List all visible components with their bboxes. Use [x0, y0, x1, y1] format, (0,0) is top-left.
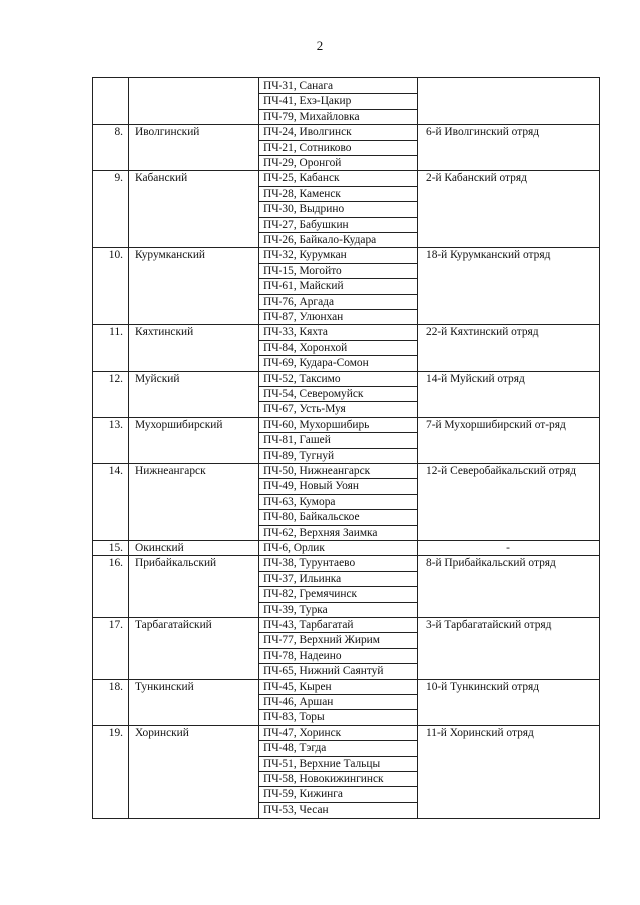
station-name: ПЧ-45, Кырен [263, 680, 332, 693]
row-number: 8. [114, 126, 123, 139]
row-number: 16. [108, 557, 123, 570]
station-name: ПЧ-41, Ехэ-Цакир [263, 95, 352, 108]
station-name: ПЧ-47, Хоринск [263, 726, 342, 739]
row-number: 12. [108, 372, 123, 385]
station-name: ПЧ-82, Гремячинск [263, 588, 358, 601]
station-name: ПЧ-32, Курумкан [263, 249, 347, 262]
station-name: ПЧ-37, Ильинка [263, 572, 342, 585]
district-name: Иволгинский [135, 126, 200, 139]
station-name: ПЧ-29, Оронгой [263, 157, 342, 169]
row-number: 15. [108, 542, 123, 554]
district-name: Тункинский [135, 680, 194, 693]
station-name: ПЧ-52, Таксимо [263, 372, 341, 385]
detachment-name: 11-й Хоринский отряд [426, 726, 534, 739]
row-number: 14. [108, 465, 123, 477]
detachment-name: 10-й Тункинский отряд [426, 680, 540, 693]
station-name: ПЧ-39, Турка [263, 603, 328, 616]
station-name: ПЧ-67, Усть-Муя [263, 403, 346, 416]
district-name: Хоринский [135, 726, 189, 739]
station-name: ПЧ-6, Орлик [263, 542, 325, 554]
station-name: ПЧ-48, Тэгда [263, 742, 327, 755]
station-name: ПЧ-51, Верхние Тальцы [263, 757, 381, 770]
detachment-name: 3-й Тарбагатайский отряд [426, 619, 552, 631]
column-divider [128, 78, 129, 818]
station-name: ПЧ-89, Тугнуй [263, 449, 335, 462]
station-name: ПЧ-69, Кудара-Сомон [263, 357, 369, 370]
row-number: 10. [108, 249, 123, 262]
row-number: 13. [108, 418, 123, 431]
station-name: ПЧ-79, Михайловка [263, 110, 360, 123]
station-name: ПЧ-50, Нижнеангарск [263, 465, 371, 477]
detachment-name: 6-й Иволгинский отряд [426, 126, 540, 139]
district-name: Кабанский [135, 172, 188, 185]
row-number: 11. [109, 326, 123, 339]
station-name: ПЧ-27, Бабушкин [263, 218, 349, 231]
detachment-name: 22-й Кяхтинский отряд [426, 326, 539, 339]
station-name: ПЧ-24, Иволгинск [263, 126, 352, 139]
district-name: Нижнеангарск [135, 465, 206, 477]
station-name: ПЧ-83, Торы [263, 711, 325, 724]
station-name: ПЧ-15, Могойто [263, 264, 342, 277]
station-name: ПЧ-58, Новокижингинск [263, 773, 384, 785]
station-name: ПЧ-38, Турунтаево [263, 557, 356, 570]
detachment-name: 2-й Кабанский отряд [426, 172, 527, 185]
stations-table [92, 77, 600, 819]
row-number: 17. [108, 619, 123, 631]
station-name: ПЧ-63, Кумора [263, 495, 336, 508]
column-divider [417, 78, 418, 818]
detachment-name: - [506, 542, 510, 554]
station-name: ПЧ-26, Байкало-Кудара [263, 234, 377, 246]
station-name: ПЧ-43, Тарбагатай [263, 619, 354, 631]
detachment-name: 7-й Мухоршибирский от-ряд [426, 418, 566, 431]
detachment-name: 12-й Северобайкальский отряд [426, 465, 577, 477]
station-name: ПЧ-81, Гашей [263, 434, 331, 447]
detachment-name: 18-й Курумканский отряд [426, 249, 551, 262]
station-name: ПЧ-80, Байкальское [263, 511, 360, 524]
station-name: ПЧ-53, Чесан [263, 803, 329, 816]
district-name: Окинский [135, 542, 184, 554]
station-name: ПЧ-31, Санага [263, 80, 334, 92]
page-number: 2 [316, 38, 324, 53]
detachment-name: 14-й Муйский отряд [426, 372, 525, 385]
station-name: ПЧ-87, Улюнхан [263, 311, 344, 323]
detachment-name: 8-й Прибайкальский отряд [426, 557, 556, 570]
station-name: ПЧ-76, Аргада [263, 295, 335, 308]
station-name: ПЧ-62, Верхняя Заимка [263, 526, 378, 539]
station-name: ПЧ-77, Верхний Жирим [263, 634, 380, 647]
station-name: ПЧ-21, Сотниково [263, 141, 352, 154]
station-name: ПЧ-59, Кижинга [263, 788, 343, 801]
station-name: ПЧ-46, Аршан [263, 696, 334, 708]
station-name: ПЧ-54, Северомуйск [263, 388, 364, 400]
station-name: ПЧ-60, Мухоршибирь [263, 418, 370, 431]
row-number: 9. [114, 172, 123, 185]
station-name: ПЧ-33, Кяхта [263, 326, 328, 339]
station-name: ПЧ-78, Надеино [263, 649, 342, 662]
station-name: ПЧ-25, Кабанск [263, 172, 340, 185]
district-name: Прибайкальский [135, 557, 217, 570]
station-name: ПЧ-84, Хоронхой [263, 341, 348, 354]
district-name: Курумканский [135, 249, 206, 262]
row-number: 19. [108, 726, 123, 739]
district-name: Муйский [135, 372, 180, 385]
station-name: ПЧ-61, Майский [263, 280, 344, 293]
station-name: ПЧ-65, Нижний Саянтуй [263, 665, 384, 678]
station-name: ПЧ-28, Каменск [263, 187, 341, 200]
row-number: 18. [108, 680, 123, 693]
district-name: Мухоршибирский [135, 418, 223, 431]
station-name: ПЧ-49, Новый Уоян [263, 480, 359, 493]
station-name: ПЧ-30, Выдрино [263, 203, 345, 216]
district-name: Кяхтинский [135, 326, 194, 339]
district-name: Тарбагатайский [135, 619, 212, 631]
